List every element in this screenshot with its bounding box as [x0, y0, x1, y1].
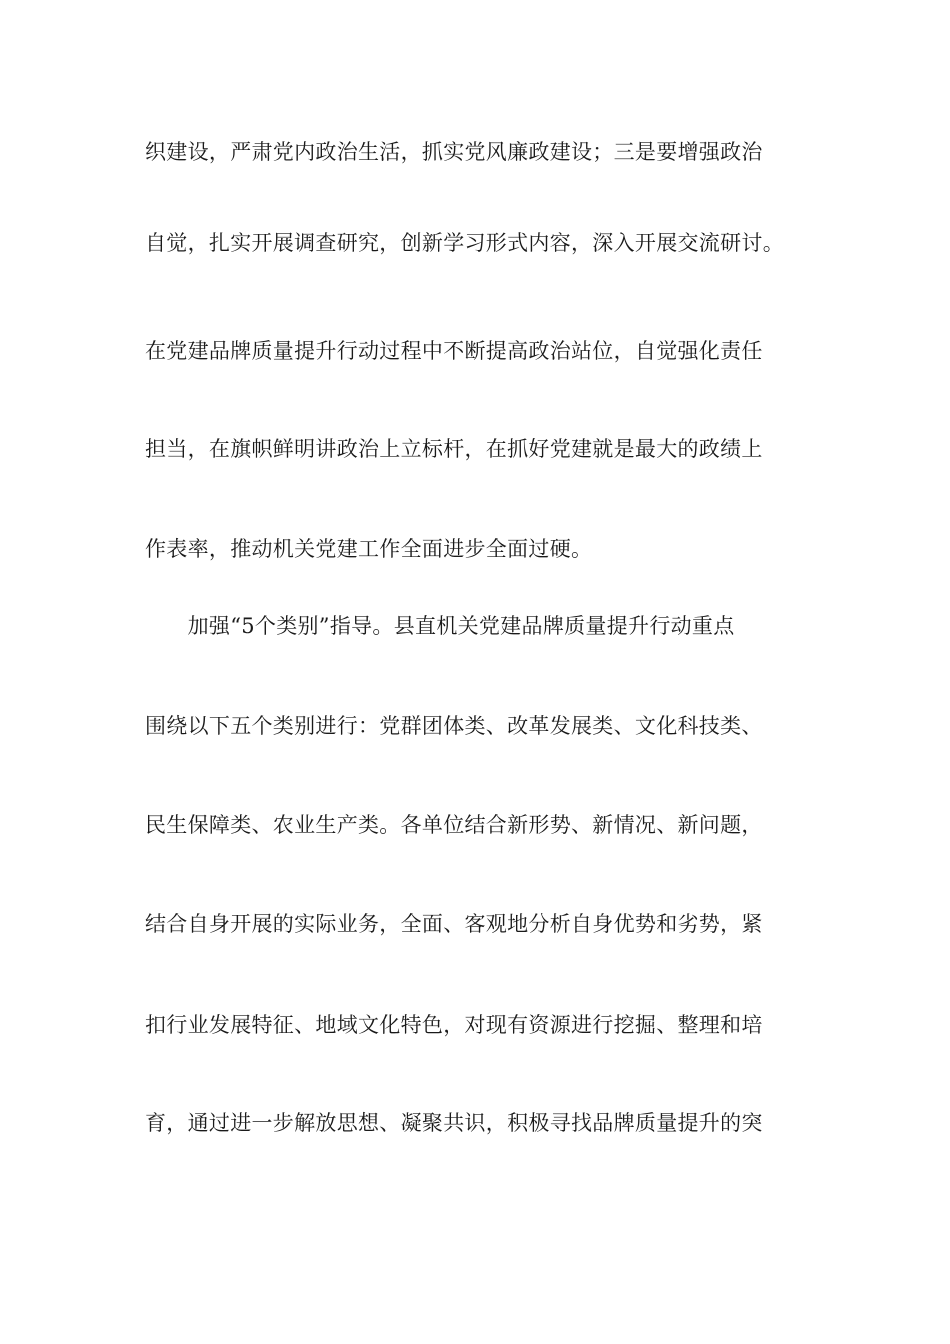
paragraph-start-line: 加强“5个类别”指导。县直机关党建品牌质量提升行动重点: [145, 614, 735, 638]
text-line-1: 织建设，严肃党内政治生活，抓实党风廉政建设；三是要增强政治: [145, 140, 763, 164]
text-line-4: 担当，在旗帜鲜明讲政治上立标杆，在抓好党建就是最大的政绩上: [145, 437, 763, 461]
text-line-2: 自觉，扎实开展调查研究，创新学习形式内容，深入开展交流研讨。: [145, 231, 784, 255]
text-line-7: 围绕以下五个类别进行：党群团体类、改革发展类、文化科技类、: [145, 714, 763, 738]
text-line-5: 作表率，推动机关党建工作全面进步全面过硬。: [145, 537, 593, 561]
text-line-3: 在党建品牌质量提升行动过程中不断提高政治站位，自觉强化责任: [145, 339, 763, 363]
text-line-8: 民生保障类、农业生产类。各单位结合新形势、新情况、新问题，: [145, 813, 763, 837]
text-line-10: 扣行业发展特征、地域文化特色，对现有资源进行挖掘、整理和培: [145, 1013, 763, 1037]
text-line-11: 育，通过进一步解放思想、凝聚共识，积极寻找品牌质量提升的突: [145, 1111, 763, 1135]
text-line-9: 结合自身开展的实际业务，全面、客观地分析自身优势和劣势，紧: [145, 912, 763, 936]
